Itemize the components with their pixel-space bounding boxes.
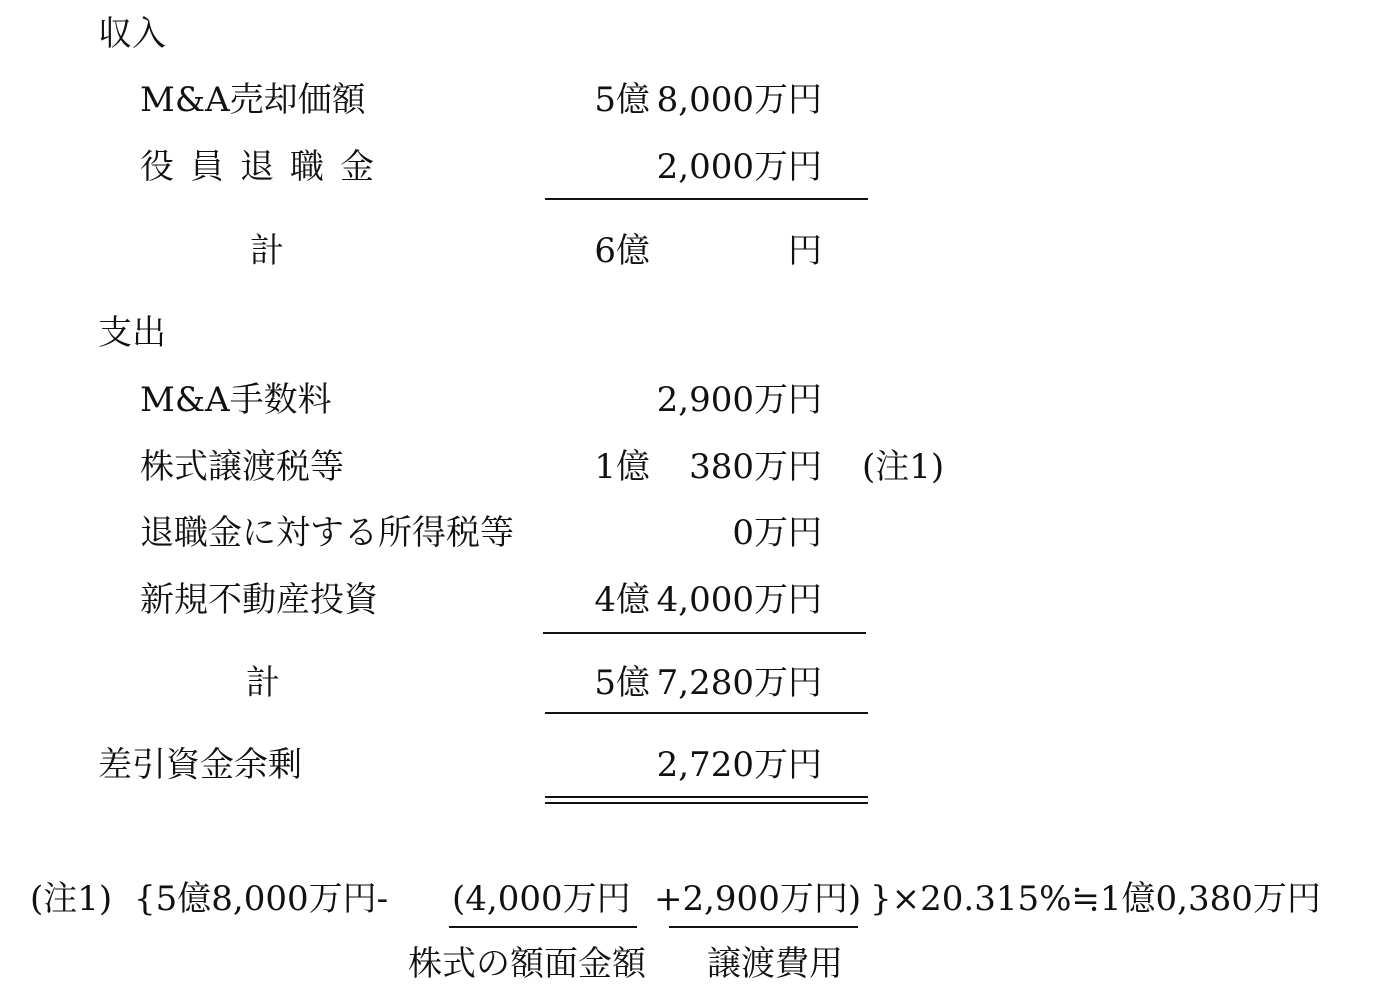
footnote-close: }×20.315%≒1億0,380万円 [870,879,1321,919]
expense-man-ma-fee: 2,900万円 [656,380,822,420]
income-oku-ma-sale: 5億 [594,80,650,120]
expense-note-stock-tax: (注1) [862,447,945,487]
income-heading: 収入 [98,14,166,54]
expense-man-real-estate: 4,000万円 [656,580,822,620]
balance-label: 差引資金余剰 [98,745,302,785]
expense-total-oku: 5億 [594,663,650,703]
footnote-caption-par-value: 株式の額面金額 [408,944,646,984]
income-total-man: 円 [788,231,822,271]
expense-total-label: 計 [246,663,280,703]
income-label-ma-sale: M&A売却価額 [140,80,366,120]
footnote-caption-transfer-cost: 譲渡費用 [707,944,843,984]
expense-total-rule [545,712,868,714]
income-total-label: 計 [250,231,284,271]
expense-subtotal-rule [543,632,866,634]
expense-heading: 支出 [98,313,166,353]
income-label-retirement: 役員退職金 [140,147,390,187]
balance-man: 2,720万円 [656,745,822,785]
expense-man-income-tax: 0万円 [732,513,822,553]
footnote-term-transfer-cost-underline [669,926,858,928]
expense-oku-real-estate: 4億 [594,580,650,620]
expense-label-ma-fee: M&A手数料 [140,380,332,420]
footnote-term-par-value-underline [449,926,637,928]
expense-label-real-estate: 新規不動産投資 [140,580,378,620]
expense-oku-stock-tax: 1億 [594,447,650,487]
footnote-open: {5億8,000万円- [134,879,389,919]
income-total-oku: 6億 [594,231,650,271]
expense-man-stock-tax: 380万円 [689,447,822,487]
expense-label-stock-tax: 株式譲渡税等 [140,447,344,487]
income-subtotal-rule [545,198,868,200]
balance-double-rule [545,796,868,804]
income-man-ma-sale: 8,000万円 [656,80,822,120]
expense-label-income-tax: 退職金に対する所得税等 [140,513,514,553]
footnote-term-transfer-cost: +2,900万円) [654,879,862,919]
income-man-retirement: 2,000万円 [656,147,822,187]
footnote-prefix: (注1) [30,879,113,919]
footnote-term-par-value: (4,000万円 [452,879,631,919]
expense-total-man: 7,280万円 [656,663,822,703]
